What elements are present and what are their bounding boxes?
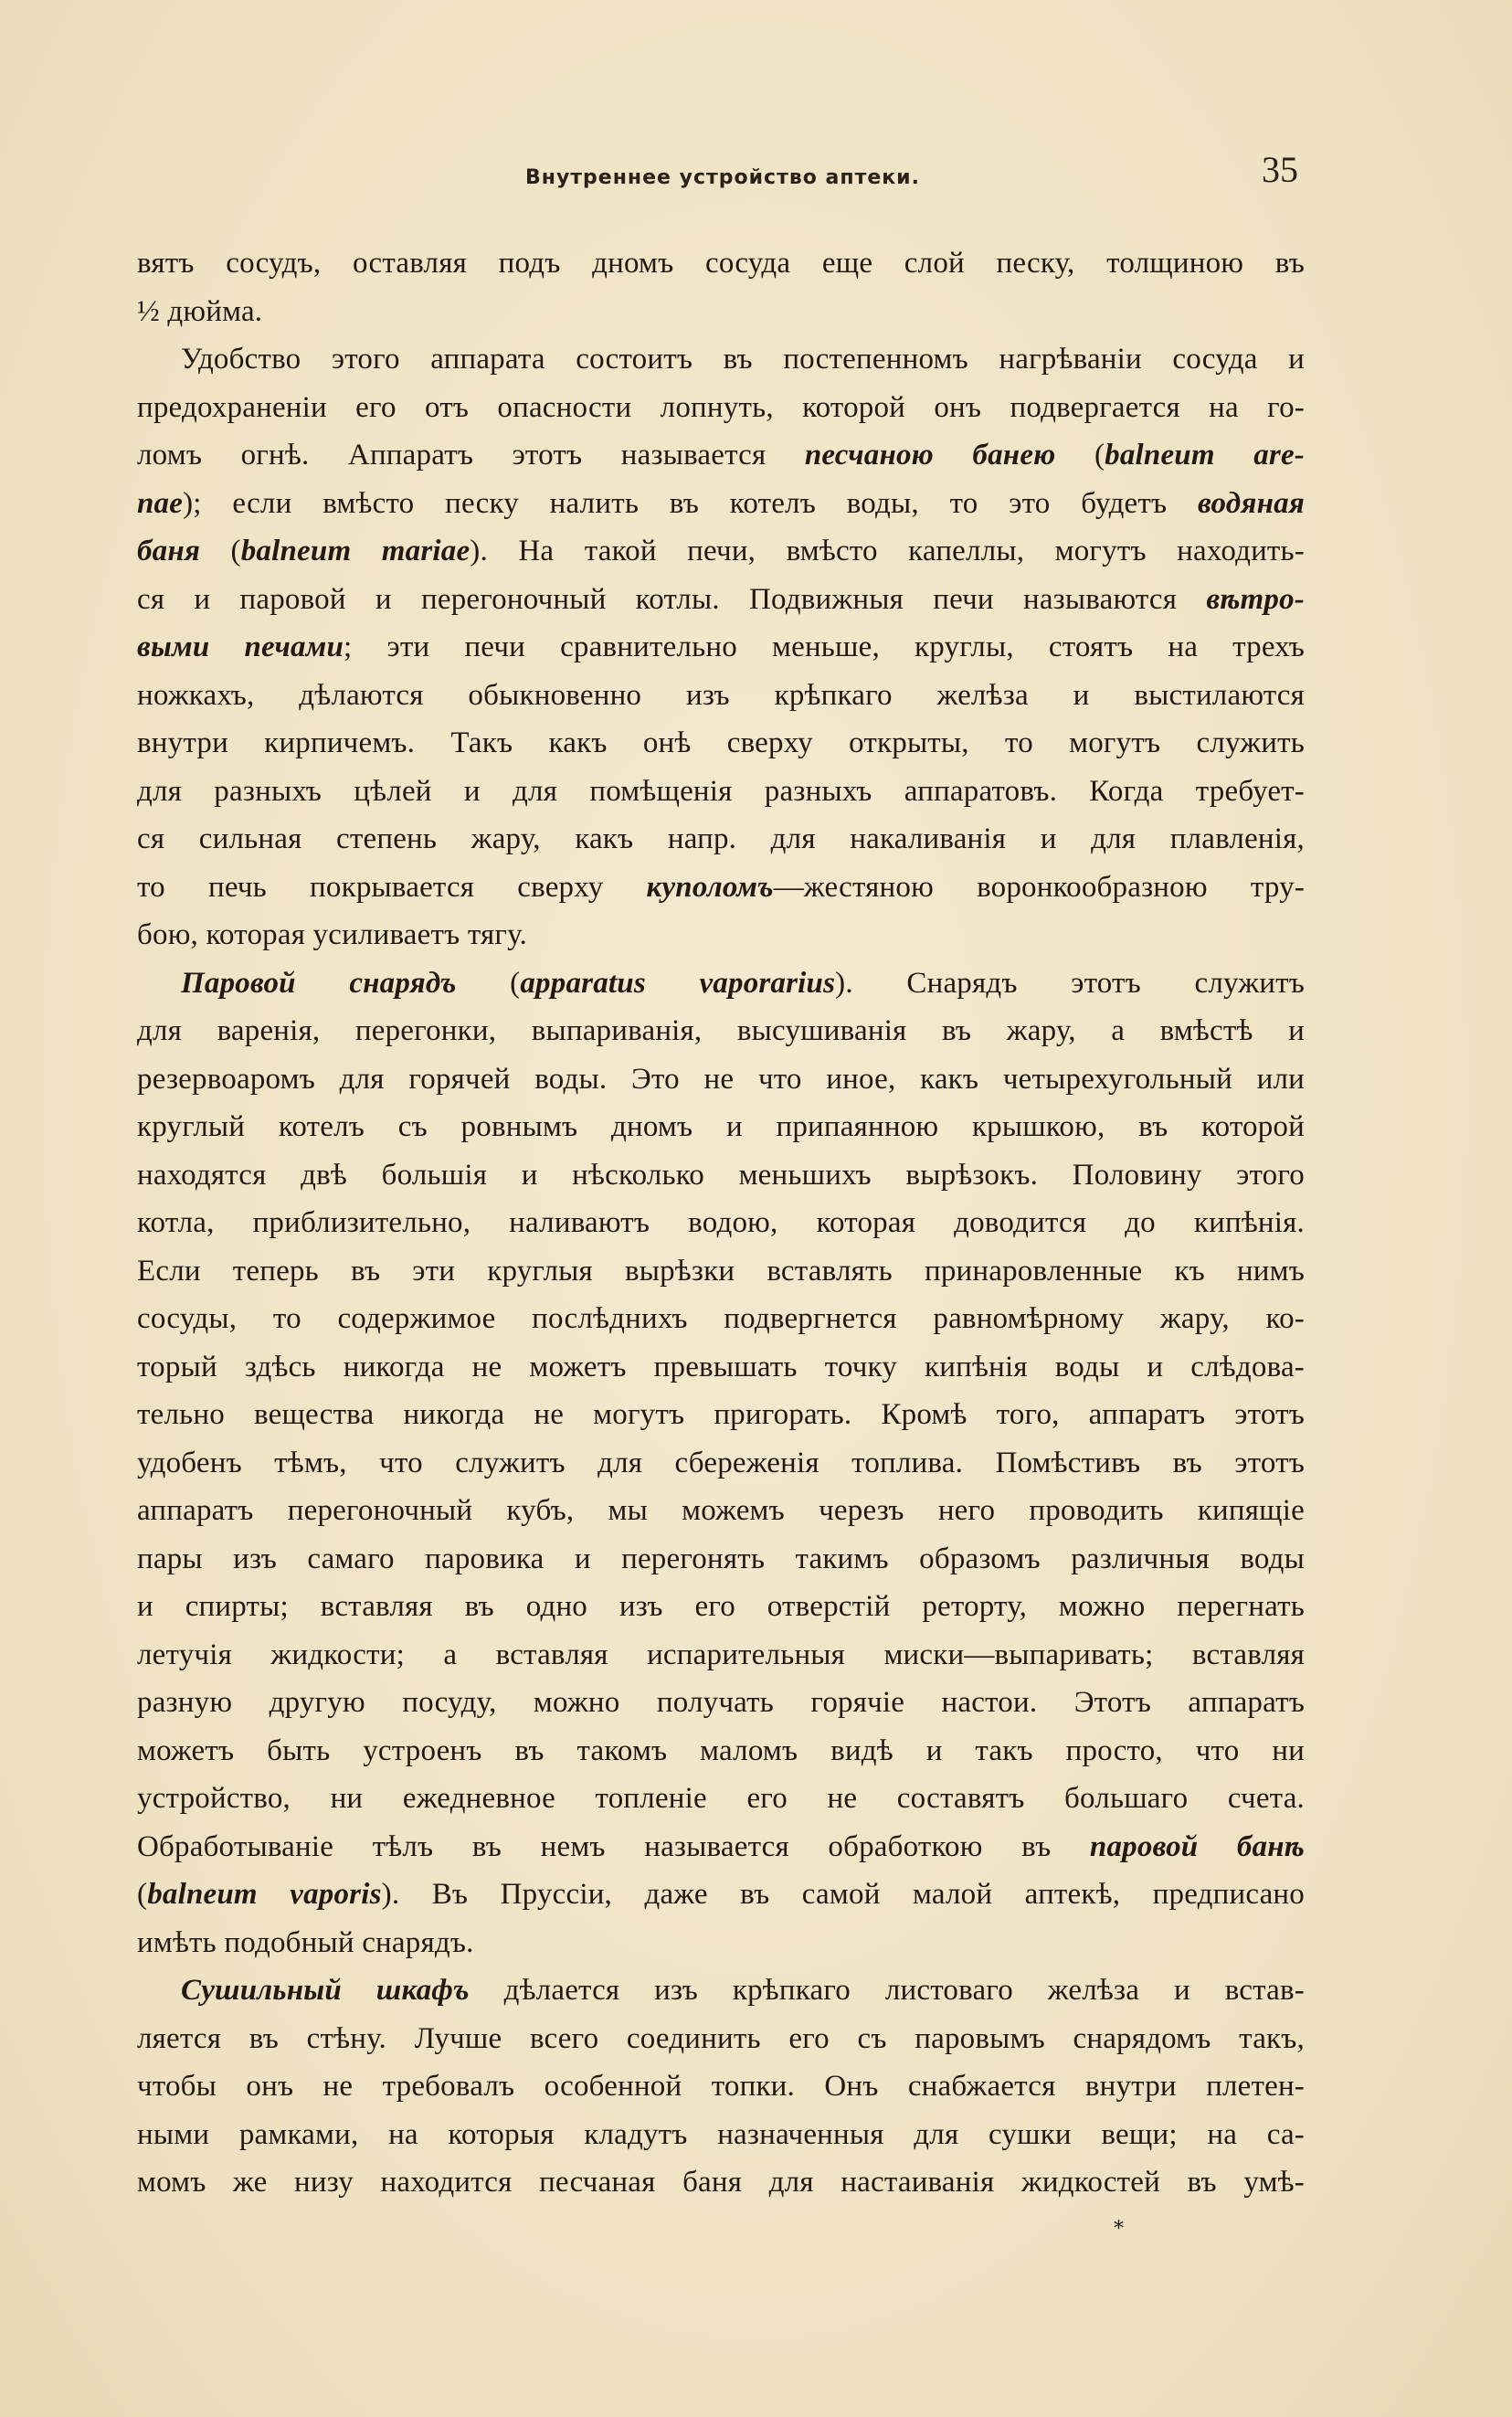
- text-run: резервоаромъ для горячей воды. Это не что иное, какъ четырехугольный или: [137, 1062, 1305, 1096]
- text-run: ся сильная степень жару, какъ напр. для накаливанія и для плавленія,: [137, 822, 1305, 855]
- page-number: 35: [1262, 149, 1298, 190]
- text-run: ). Снарядъ этотъ служитъ: [835, 966, 1306, 1000]
- text-run: ; эти печи сравнительно меньше, круглы, стоятъ на трехъ: [344, 631, 1305, 663]
- text-run: круглый котелъ съ ровнымъ дномъ и припаянною крышкою, въ которой: [137, 1110, 1305, 1143]
- text-line: [137, 1199, 1305, 1247]
- text-run: ными рамками, на которыя кладутъ назначенныя для сушки вещи; на са-: [137, 2117, 1305, 2151]
- text-run: летучія жидкости; а вставляя испарительныя миски—выпаривать; вставляя: [137, 1638, 1305, 1671]
- text-run: ); если вмѣсто песку налить въ котелъ воды, то это будетъ: [183, 486, 1199, 520]
- text-line: [137, 1919, 1305, 1967]
- italic-term: Сушильный шкафъ: [181, 1974, 470, 2007]
- text-run: Если теперь въ эти круглыя вырѣзки вставлять принаровленные къ нимъ: [137, 1254, 1305, 1288]
- text-line: [137, 1631, 1305, 1680]
- text-line: [137, 768, 1305, 816]
- text-line: [137, 864, 1305, 912]
- text-run: торый здѣсь никогда не можетъ превышать точку кипѣнія воды и слѣдова-: [137, 1350, 1305, 1383]
- text-line: [137, 1775, 1305, 1823]
- text-line: [137, 1439, 1305, 1488]
- text-line: [137, 1583, 1305, 1631]
- text-run: ). Въ Пруссіи, даже въ самой малой аптекѣ, предписано: [381, 1878, 1305, 1911]
- body-text: [137, 239, 1305, 2207]
- italic-term: apparatus vaporarius: [520, 966, 836, 1000]
- text-run: устройство, ни ежедневное топленіе его не составятъ большаго счета.: [137, 1782, 1305, 1815]
- text-line: [137, 1823, 1305, 1871]
- text-run: (: [456, 966, 521, 1000]
- italic-term: вѣтро-: [1206, 582, 1305, 616]
- text-line: [137, 576, 1305, 624]
- italic-term: balneum vaporis: [147, 1878, 382, 1911]
- text-line: [137, 431, 1305, 480]
- text-line: [137, 1007, 1305, 1055]
- running-head: Внутреннее устройство аптеки.: [525, 166, 920, 189]
- text-run: удобенъ тѣмъ, что служитъ для сбереженія топлива. Помѣстивъ въ этотъ: [137, 1446, 1305, 1479]
- text-run: для разныхъ цѣлей и для помѣщенія разныхъ аппаратовъ. Когда требует-: [137, 774, 1305, 808]
- text-line: [137, 719, 1305, 768]
- text-run: находятся двѣ большія и нѣсколько меньшихъ вырѣзокъ. Половину этого: [137, 1158, 1305, 1192]
- text-line: [137, 2062, 1305, 2111]
- text-run: и спирты; вставляя въ одно изъ его отверстій реторту, можно перегнать: [137, 1590, 1305, 1623]
- text-line: [137, 1391, 1305, 1439]
- text-line: [137, 1535, 1305, 1584]
- text-run: имѣть подобный снарядъ.: [137, 1925, 474, 1959]
- italic-term: nae: [137, 486, 184, 520]
- text-line: [137, 1487, 1305, 1535]
- italic-term: паровой банѣ: [1089, 1829, 1305, 1863]
- text-line: [137, 288, 1305, 336]
- text-line: [137, 239, 1305, 288]
- italic-term: balneum mariae: [240, 535, 471, 567]
- text-line: [137, 1295, 1305, 1343]
- text-line: [137, 1103, 1305, 1151]
- italic-term: balneum are-: [1105, 439, 1305, 472]
- text-run: чтобы онъ не требовалъ особенной топки. Онъ снабжается внутри плетен-: [137, 2070, 1305, 2103]
- text-line: [137, 911, 1305, 959]
- text-line: [137, 1343, 1305, 1392]
- text-line: [137, 672, 1305, 720]
- text-line: [137, 1966, 1305, 2015]
- text-run: разную другую посуду, можно получать горячіе настои. Этотъ аппаратъ: [137, 1686, 1305, 1719]
- text-line: [137, 384, 1305, 432]
- text-run: (: [200, 535, 241, 567]
- text-run: (: [137, 1878, 148, 1911]
- text-run: ся и паровой и перегоночный котлы. Подвижныя печи называются: [137, 582, 1207, 616]
- text-run: можетъ быть устроенъ въ такомъ маломъ видѣ и такъ просто, что ни: [137, 1733, 1305, 1767]
- text-run: Обработываніе тѣлъ въ немъ называется обработкою въ: [137, 1829, 1090, 1863]
- text-run: тельно вещества никогда не могутъ пригорать. Кромѣ того, аппаратъ этотъ: [137, 1398, 1305, 1431]
- text-run: котла, приблизительно, наливаютъ водою, которая доводится до кипѣнія.: [137, 1206, 1305, 1239]
- text-run: Удобство этого аппарата состоитъ въ постепенномъ нагрѣваніи сосуда и: [181, 343, 1305, 376]
- text-line: [137, 1727, 1305, 1776]
- text-run: (: [1055, 439, 1105, 472]
- text-run: для варенія, перегонки, выпариванія, высушиванія въ жару, а вмѣстѣ и: [137, 1014, 1305, 1047]
- text-line: [137, 1871, 1305, 1919]
- text-run: ). На такой печи, вмѣсто капеллы, могутъ находить-: [470, 535, 1305, 567]
- text-line: [137, 959, 1305, 1008]
- text-run: ломъ огнѣ. Аппаратъ этотъ называется: [137, 439, 805, 472]
- text-line: [137, 815, 1305, 864]
- italic-term: водяная: [1198, 486, 1305, 520]
- text-run: —жестяною воронкообразною тру-: [773, 870, 1306, 904]
- text-line: [137, 480, 1305, 528]
- text-run: предохраненіи его отъ опасности лопнуть, которой онъ подвергается на го-: [137, 390, 1305, 424]
- italic-term: баня: [137, 535, 201, 567]
- text-run: пары изъ самаго паровика и перегонять такимъ образомъ различныя воды: [137, 1542, 1305, 1575]
- italic-term: куполомъ: [646, 870, 774, 904]
- text-run: аппаратъ перегоночный кубъ, мы можемъ черезъ него проводить кипящіе: [137, 1494, 1305, 1527]
- text-run: ½ дюйма.: [137, 294, 263, 328]
- text-run: бою, которая усиливаетъ тягу.: [137, 918, 527, 951]
- text-line: [137, 1247, 1305, 1296]
- signature-mark: *: [1114, 2218, 1124, 2241]
- text-line: [137, 1055, 1305, 1104]
- text-line: [137, 2111, 1305, 2159]
- text-run: вятъ сосудъ, оставляя подъ дномъ сосуда еще слой песку, толщиною въ: [137, 247, 1305, 280]
- text-run: момъ же низу находится песчаная баня для настаиванія жидкостей въ умѣ-: [137, 2166, 1305, 2199]
- italic-term: выми печами: [137, 631, 344, 663]
- text-run: сосуды, то содержимое послѣднихъ подвергнется равномѣрному жару, ко-: [137, 1302, 1305, 1335]
- text-line: [137, 2158, 1305, 2207]
- text-run: ляется въ стѣну. Лучше всего соединить его съ паровымъ снарядомъ такъ,: [137, 2021, 1305, 2055]
- text-run: то печь покрывается сверху: [137, 870, 647, 904]
- text-run: дѣлается изъ крѣпкаго листоваго желѣза и встав-: [469, 1974, 1305, 2007]
- text-line: [137, 2015, 1305, 2063]
- text-run: внутри кирпичемъ. Такъ какъ онѣ сверху открыты, то могутъ служить: [137, 726, 1305, 759]
- text-line: [137, 623, 1305, 672]
- italic-term: песчаною банею: [804, 439, 1056, 472]
- text-line: [137, 1679, 1305, 1727]
- italic-term: Паровой снарядъ: [181, 966, 457, 1000]
- text-line: [137, 1151, 1305, 1200]
- text-line: [137, 335, 1305, 384]
- text-run: ножкахъ, дѣлаются обыкновенно изъ крѣпкаго желѣза и выстилаются: [137, 678, 1305, 712]
- text-line: [137, 527, 1305, 576]
- page-header: [0, 146, 1512, 201]
